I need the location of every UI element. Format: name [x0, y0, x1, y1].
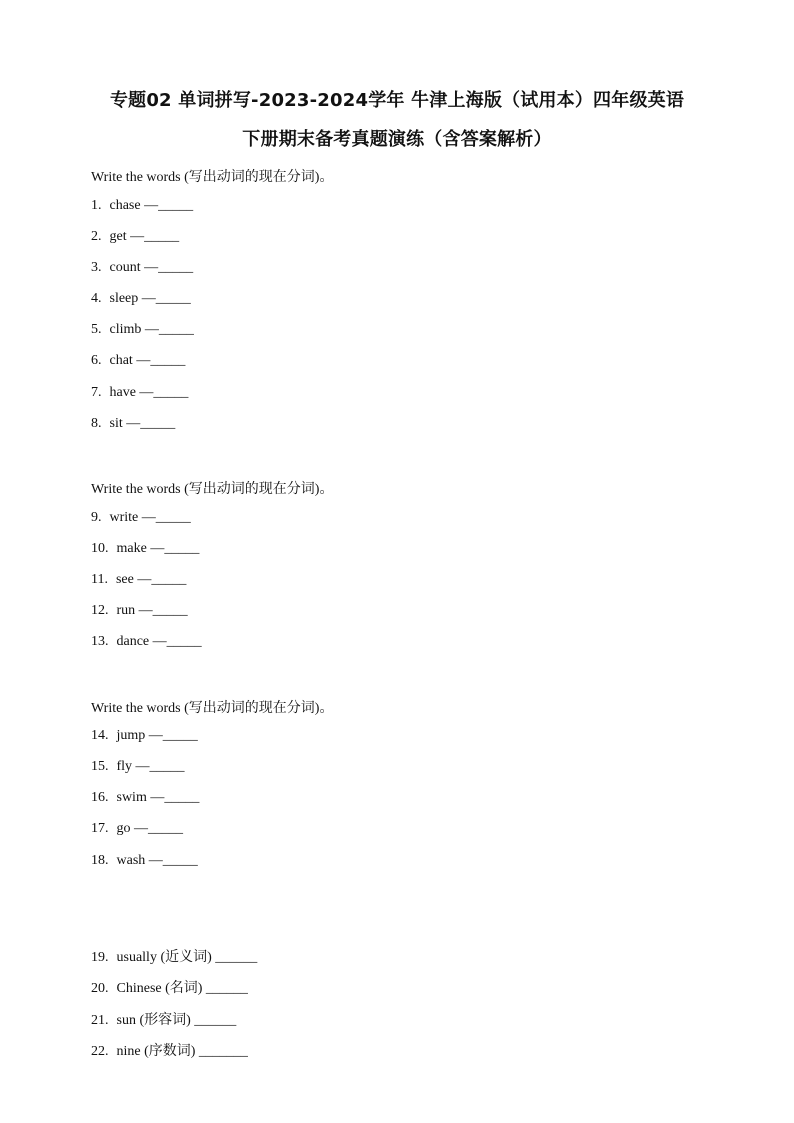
item-text: count —_____: [109, 260, 194, 275]
exercise-item: [91, 603, 188, 619]
item-text: nine (序数词) _______: [116, 1044, 248, 1059]
item-number: 21.: [91, 1013, 109, 1028]
item-number: 12.: [91, 603, 109, 618]
item-text: chat —_____: [109, 353, 186, 368]
exercise-item: [91, 728, 198, 744]
item-number: 13.: [91, 634, 109, 649]
item-text: see —_____: [115, 572, 187, 587]
item-text: Chinese (名词) ______: [116, 981, 248, 996]
exercise-item: [91, 946, 257, 966]
exercise-item: [91, 821, 183, 837]
exercise-item: [91, 322, 194, 338]
exercise-item: [91, 1040, 248, 1060]
item-text: sit —_____: [109, 416, 176, 431]
item-text: write —_____: [109, 510, 191, 525]
item-text: usually (近义词) ______: [116, 950, 258, 965]
exercise-item: [91, 634, 202, 650]
item-number: 1.: [91, 198, 102, 213]
item-text: sun (形容词) ______: [116, 1013, 237, 1028]
exercise-item: [91, 260, 193, 276]
item-text: make —_____: [116, 541, 200, 556]
exercise-item: [91, 541, 199, 557]
exercise-item: [91, 759, 185, 775]
section-instruction: Write the words (写出动词的现在分词)。: [91, 170, 334, 185]
exercise-item: [91, 853, 198, 869]
item-number: 4.: [91, 291, 102, 306]
item-text: climb —_____: [109, 322, 194, 337]
exercise-item: [91, 198, 193, 214]
exercise-item: [91, 291, 191, 307]
item-number: 14.: [91, 728, 109, 743]
section-instruction: Write the words (写出动词的现在分词)。: [91, 701, 334, 716]
item-number: 10.: [91, 541, 109, 556]
item-text: go —_____: [116, 821, 183, 836]
item-number: 19.: [91, 950, 109, 965]
document-title-line-1: 专题02 单词拼写-2023-2024学年 牛津上海版（试用本）四年级英语: [109, 90, 685, 111]
item-text: get —_____: [109, 229, 180, 244]
item-text: wash —_____: [116, 853, 198, 868]
item-number: 8.: [91, 416, 102, 431]
exercise-item: [91, 510, 191, 526]
item-text: sleep —_____: [109, 291, 191, 306]
document-title-line-2: 下册期末备考真题演练（含答案解析）: [242, 129, 552, 150]
item-text: have —_____: [109, 385, 189, 400]
item-text: jump —_____: [116, 728, 198, 743]
item-number: 18.: [91, 853, 109, 868]
exercise-item: [91, 229, 179, 245]
exercise-item: [91, 572, 186, 588]
item-number: 11.: [91, 572, 108, 587]
item-text: swim —_____: [116, 790, 200, 805]
item-number: 9.: [91, 510, 102, 525]
exercise-item: [91, 385, 188, 401]
item-number: 6.: [91, 353, 102, 368]
exercise-item: [91, 790, 199, 806]
item-text: dance —_____: [116, 634, 202, 649]
item-text: run —_____: [116, 603, 188, 618]
item-text: chase —_____: [109, 198, 194, 213]
item-number: 7.: [91, 385, 102, 400]
exercise-item: [91, 353, 185, 369]
exercise-item: [91, 1009, 236, 1029]
exercise-item: [91, 416, 175, 432]
item-number: 3.: [91, 260, 102, 275]
item-number: 17.: [91, 821, 109, 836]
item-number: 15.: [91, 759, 109, 774]
item-number: 5.: [91, 322, 102, 337]
item-text: fly —_____: [116, 759, 185, 774]
item-number: 2.: [91, 229, 102, 244]
item-number: 22.: [91, 1044, 109, 1059]
item-number: 20.: [91, 981, 109, 996]
section-instruction: Write the words (写出动词的现在分词)。: [91, 482, 334, 497]
item-number: 16.: [91, 790, 109, 805]
exercise-item: [91, 977, 248, 997]
